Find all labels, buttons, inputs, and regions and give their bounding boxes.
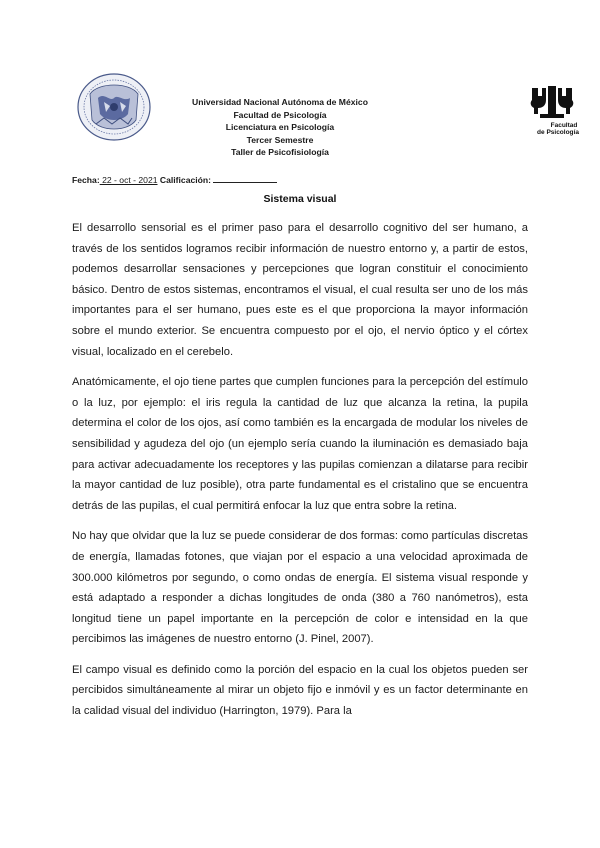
document-title: Sistema visual [263, 193, 337, 205]
paragraph: No hay que olvidar que la luz se puede considerar de dos formas: como partículas discretas de energía, llamadas fotones, que viajan por el espacio a una velocidad aproximada de 300.000 kilómetros por segundo, o como ondas de energía. El sistema visual responde y está adaptado a responder a dichas longitudes de onda (380 a 760 nanómetros), esta longitud tiene un papel importante en la percepción de color e intensidad en la que percibimos las imágenes de nuestro entorno (J. Pinel, 2007). [72, 530, 528, 646]
calificacion-blank [213, 173, 277, 183]
paragraph: El desarrollo sensorial es el primer paso para el desarrollo cognitivo del ser humano, a través de los sentidos logramos recibir información de nuestro entorno y, a partir de estos, podemos desarrollar sensaciones y percepciones que logran constituir el conocimiento básico. Dentro de estos sistemas, encontramos el visual, el cual resulta ser uno de los más importantes para el ser humano, pues este es el que proporciona la mayor información sobre el mundo exterior. Se encuentra compuesto por el ojo, el nervio óptico y el córtex visual, localizado en el cerebelo. [72, 222, 528, 358]
calificacion-label: Calificación: [157, 175, 211, 185]
document-body [72, 218, 528, 732]
semester: Tercer Semestre [246, 134, 314, 145]
university-name: Universidad Nacional Autónoma de México [192, 97, 368, 107]
fecha-label: Fecha: [72, 175, 100, 185]
psi-logo-icon [524, 84, 580, 138]
course-name: Taller de Psicofisiología [231, 147, 329, 158]
institution-header [180, 96, 380, 159]
unam-seal-icon [76, 72, 152, 142]
paragraph: El campo visual es definido como la porción del espacio en la cual los objetos pueden ser percibidos simultáneamente al mirar un objeto fijo e inmóvil y es un factor determinante en la calidad visual del individuo (Harrington, 1979). Para la [72, 663, 528, 718]
faculty-logo-line-1: Facultad [550, 122, 578, 129]
date-grade-line [72, 173, 277, 185]
faculty-name: Facultad de Psicología [233, 109, 327, 120]
faculty-logo-line-2: de Psicología [537, 129, 579, 136]
paragraph: Anatómicamente, el ojo tiene partes que cumplen funciones para la percepción del estímulo o la luz, por ejemplo: el iris regula la cantidad de luz que alcanza la retina, la pupila determina el color de los ojos, así como también es la encargada de modular los niveles de sensibilidad y agudeza del ojo (un ejemplo sería cuando la iluminación es demasiado baja para activar adecuadamente los receptores y las pupilas comienzan a dilatarse para recibir la mayor cantidad de luz posible), otra parte fundamental es el cristalino que se encuentra detrás de las pupilas, el cual permitirá enfocar la luz que entra sobre la retina. [72, 376, 528, 512]
degree-name: Licenciatura en Psicología [225, 122, 335, 133]
fecha-value: 22 - oct - 2021 [99, 175, 158, 185]
